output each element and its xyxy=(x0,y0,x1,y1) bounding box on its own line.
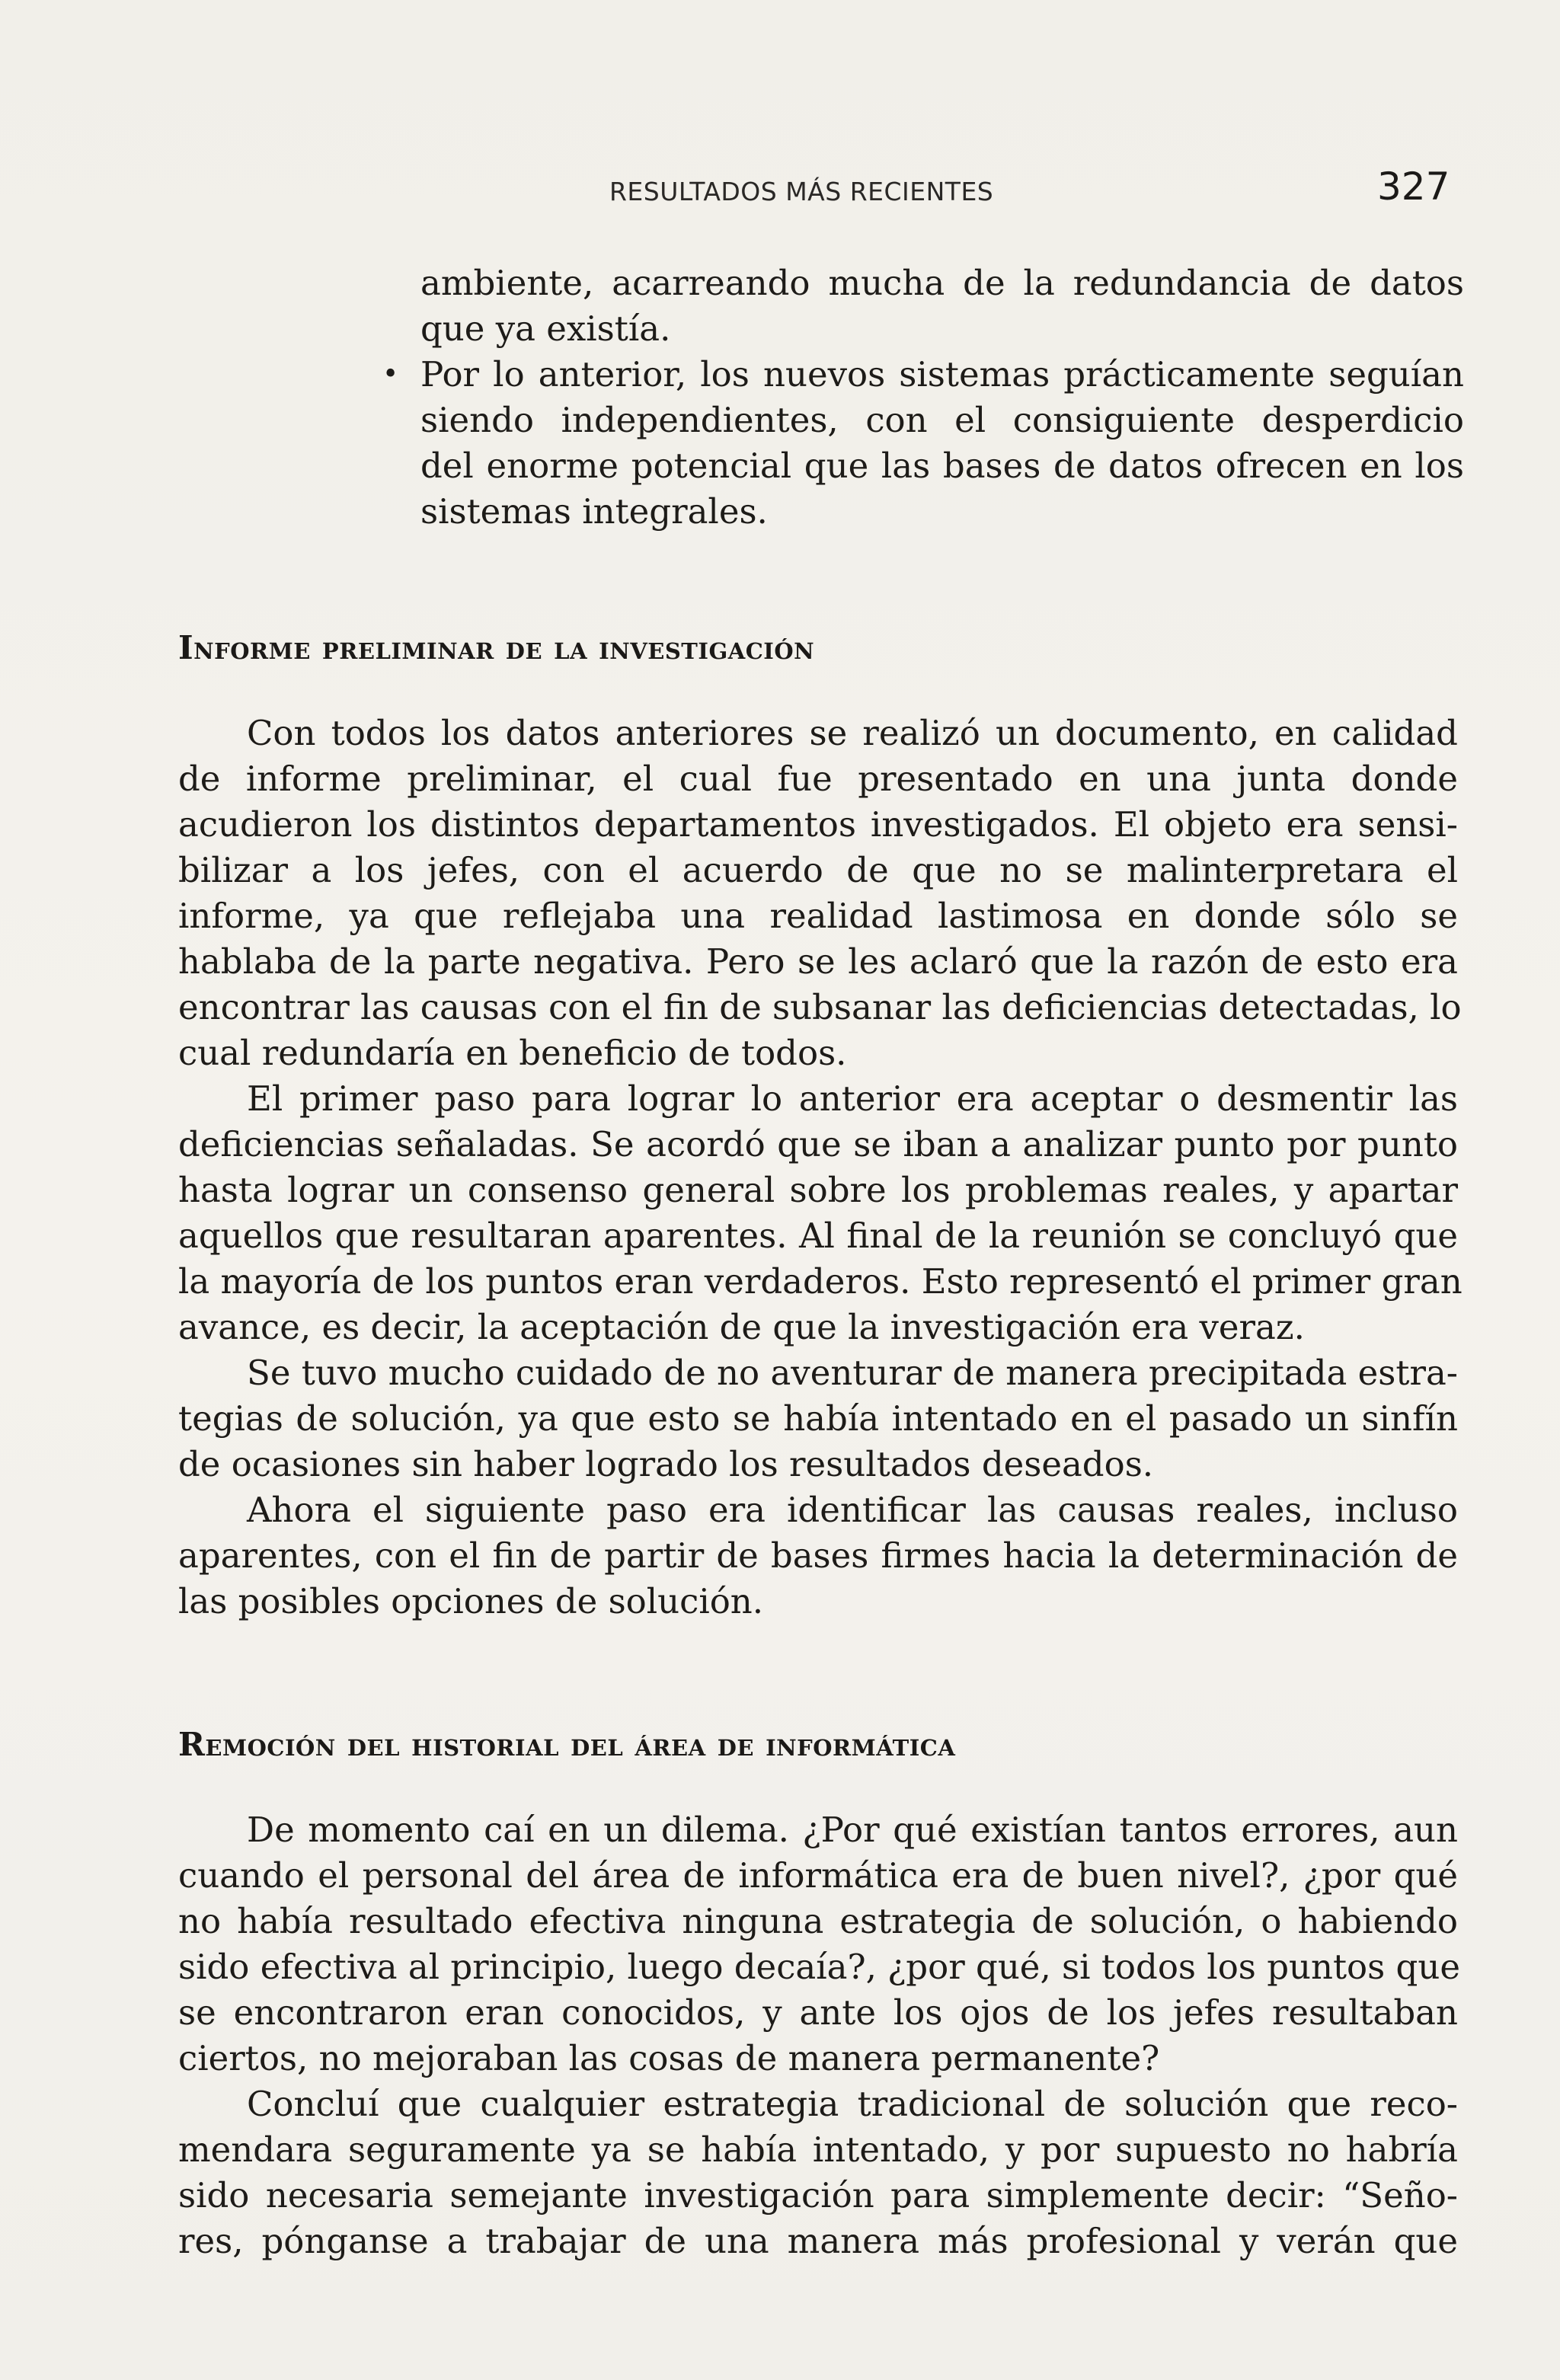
text-line: Ahora el siguiente paso era identificar las causas reales, incluso xyxy=(247,1490,1458,1530)
text-line: ambiente, acarreando mucha de la redundancia de datos xyxy=(420,263,1464,303)
text-line: Concluí que cualquier estrategia tradicional de solución que reco- xyxy=(247,2084,1458,2124)
section-heading: Remoción del historial del área de informática xyxy=(178,1726,956,1763)
section-heading: Informe preliminar de la investigación xyxy=(178,629,815,666)
text-line: informe, ya que reflejaba una realidad lastimosa en donde sólo se xyxy=(178,896,1458,936)
text-line: aparentes, con el fin de partir de bases firmes hacia la determinación de xyxy=(178,1535,1458,1576)
text-line: no había resultado efectiva ninguna estrategia de solución, o habiendo xyxy=(178,1901,1458,1941)
text-line: res, pónganse a trabajar de una manera más profesional y verán que xyxy=(178,2221,1458,2261)
text-line: avance, es decir, la aceptación de que la investigación era veraz. xyxy=(178,1307,1305,1347)
text-line: sido efectiva al principio, luego decaía?, ¿por qué, si todos los puntos que xyxy=(178,1947,1460,1987)
page-number: 327 xyxy=(1377,165,1450,209)
text-line: encontrar las causas con el fin de subsanar las deficiencias detectadas, lo xyxy=(178,987,1462,1027)
text-line: que ya existía. xyxy=(420,308,671,349)
text-line: mendara seguramente ya se había intentado, y por supuesto no habría xyxy=(178,2129,1458,2170)
text-line: bilizar a los jefes, con el acuerdo de que no se malinterpretara el xyxy=(178,850,1458,890)
text-line: del enorme potencial que las bases de datos ofrecen en los xyxy=(420,446,1464,486)
text-line: Con todos los datos anteriores se realizó un documento, en calidad xyxy=(247,713,1458,753)
text-line: de informe preliminar, el cual fue presentado en una junta donde xyxy=(178,759,1458,799)
text-line: ciertos, no mejoraban las cosas de manera permanente? xyxy=(178,2038,1160,2078)
text-line: siendo independientes, con el consiguiente desperdicio xyxy=(420,400,1464,440)
text-line: sido necesaria semejante investigación para simplemente decir: “Seño- xyxy=(178,2175,1458,2215)
running-head: RESULTADOS MÁS RECIENTES xyxy=(609,177,994,206)
text-line: cuando el personal del área de informática era de buen nivel?, ¿por qué xyxy=(178,1855,1458,1896)
text-line: deficiencias señaladas. Se acordó que se iban a analizar punto por punto xyxy=(178,1124,1458,1164)
text-line: aquellos que resultaran aparentes. Al final de la reunión se concluyó que xyxy=(178,1216,1458,1256)
text-line: cual redundaría en beneficio de todos. xyxy=(178,1033,847,1073)
text-line: Por lo anterior, los nuevos sistemas prácticamente seguían xyxy=(420,354,1464,395)
text-line: se encontraron eran conocidos, y ante los ojos de los jefes resultaban xyxy=(178,1992,1458,2033)
text-line: la mayoría de los puntos eran verdaderos. Esto representó el primer gran xyxy=(178,1261,1462,1302)
text-line: tegias de solución, ya que esto se había intentado en el pasado un sinfín xyxy=(178,1398,1458,1439)
bullet-marker: • xyxy=(382,359,399,390)
text-line: El primer paso para lograr lo anterior era aceptar o desmentir las xyxy=(247,1078,1458,1119)
text-line: De momento caí en un dilema. ¿Por qué existían tantos errores, aun xyxy=(247,1810,1458,1850)
text-line: Se tuvo mucho cuidado de no aventurar de manera precipitada estra- xyxy=(247,1353,1458,1393)
text-line: acudieron los distintos departamentos investigados. El objeto era sensi- xyxy=(178,804,1458,845)
text-line: sistemas integrales. xyxy=(420,491,768,532)
text-line: las posibles opciones de solución. xyxy=(178,1581,764,1621)
text-line: de ocasiones sin haber logrado los resultados deseados. xyxy=(178,1444,1154,1484)
text-line: hablaba de la parte negativa. Pero se les aclaró que la razón de esto era xyxy=(178,941,1458,982)
text-line: hasta lograr un consenso general sobre los problemas reales, y apartar xyxy=(178,1170,1458,1210)
